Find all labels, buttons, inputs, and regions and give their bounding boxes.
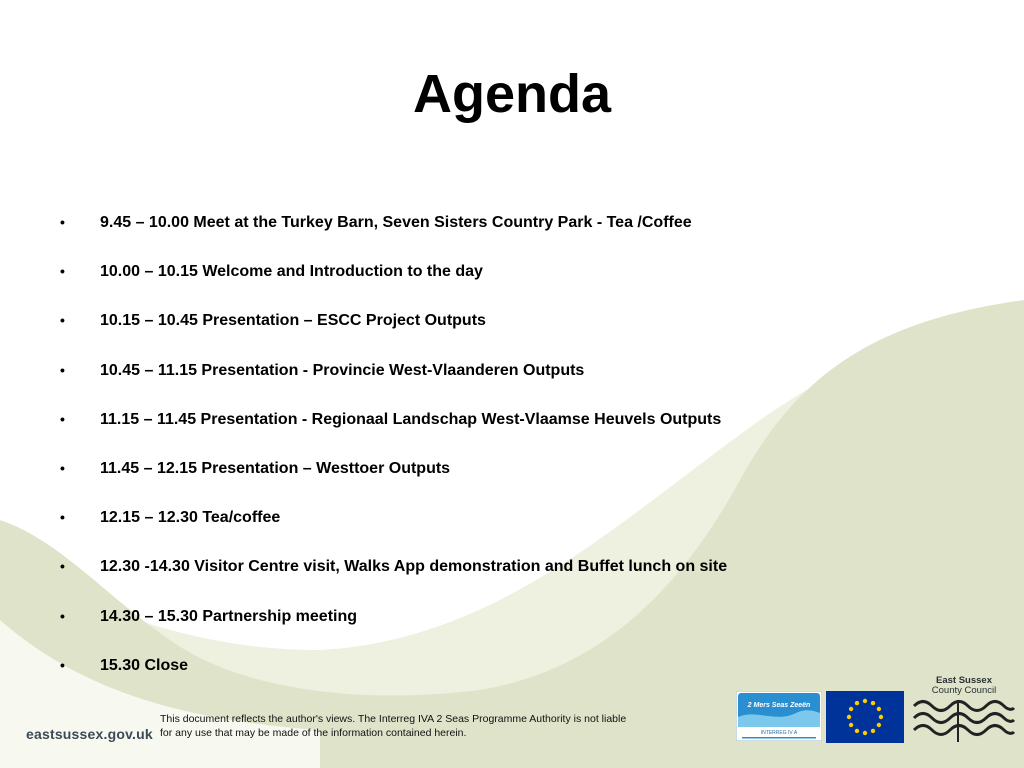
escc-name-line2: County Council — [931, 685, 997, 696]
escc-waves-logo-icon — [912, 698, 1016, 744]
bullet: • — [60, 558, 65, 575]
bullet: • — [60, 214, 65, 230]
agenda-item-text: 15.30 Close — [100, 656, 189, 674]
agenda-item-text: 11.45 – 12.15 Presentation – Westtoer Outputs — [100, 459, 451, 477]
disclaimer-line: This document reflects the author's views. The Interreg IVA 2 Seas Programme Authority is not liable — [160, 713, 627, 725]
agenda-item-text: 11.15 – 11.45 Presentation - Regionaal Landschap West-Vlaamse Heuvels Outputs — [100, 410, 722, 428]
disclaimer — [160, 712, 700, 740]
agenda-item-text: 12.30 -14.30 Visitor Centre visit, Walks App demonstration and Buffet lunch on site — [100, 558, 728, 576]
agenda-item-text: 10.45 – 11.15 Presentation - Provincie West-Vlaanderen Outputs — [100, 361, 585, 379]
agenda-item-text: 10.00 – 10.15 Welcome and Introduction to the day — [100, 263, 483, 281]
agenda-item-text: 14.30 – 15.30 Partnership meeting — [100, 607, 358, 625]
bullet: • — [60, 263, 65, 280]
bullet: • — [60, 410, 65, 427]
logo-2seas-title: 2 Mers Seas Zeeën — [747, 702, 811, 709]
website-link[interactable]: eastsussex.gov.uk — [26, 726, 153, 742]
eu-flag-icon — [826, 691, 904, 743]
bullet: • — [60, 361, 65, 378]
escc-name — [912, 676, 1016, 696]
agenda-item-text: 12.15 – 12.30 Tea/coffee — [100, 509, 281, 527]
disclaimer-line: for any use that may be made of the information contained herein. — [160, 727, 467, 739]
bullet: • — [60, 312, 65, 329]
interreg-2seas-logo-icon — [736, 691, 822, 741]
agenda-item-text: 9.45 – 10.00 Meet at the Turkey Barn, Seven Sisters Country Park - Tea /Coffee — [100, 214, 692, 231]
bullet: • — [60, 656, 65, 673]
escc-name-line1: East Sussex — [936, 675, 992, 686]
logo-2seas-subtitle: INTERREG IV A — [760, 730, 798, 736]
agenda-item-text: 10.15 – 10.45 Presentation – ESCC Project Outputs — [100, 312, 486, 330]
slide-title: Agenda — [412, 64, 612, 124]
escc-logo — [912, 676, 1016, 746]
bullet: • — [60, 607, 65, 624]
bullet: • — [60, 459, 65, 476]
bullet: • — [60, 509, 65, 526]
